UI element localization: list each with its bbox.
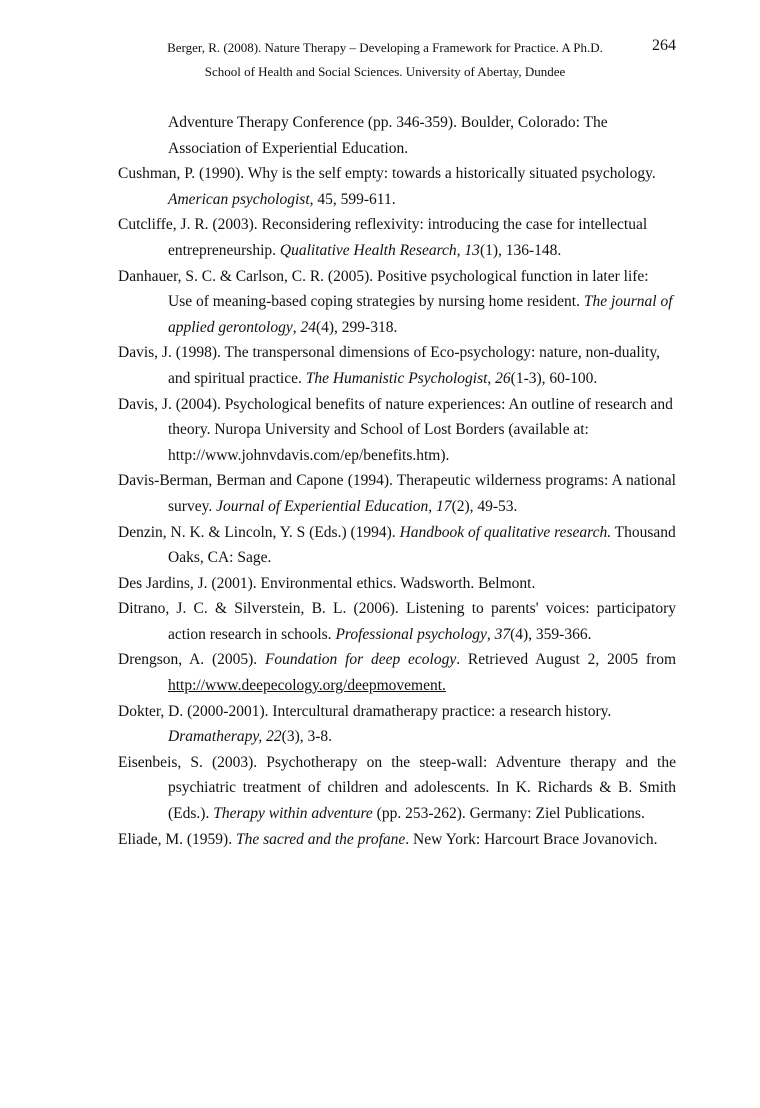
reference-text: Adventure Therapy Conference (pp. 346-359). Boulder, Colorado: The Association of Experiential Education. [168, 114, 608, 157]
reference-text: , [487, 369, 496, 387]
reference-entry [118, 110, 676, 161]
reference-text: (4), 359-366. [510, 625, 592, 643]
reference-text: Davis, J. (2004). Psychological benefits of nature experiences: An outline of research and theory. Nuropa University and School of Lost Borders (available at: http://www.johnvdavis.com/ep/benefits.htm). [118, 395, 673, 464]
reference-entry [118, 161, 676, 212]
reference-text: Therapy within adventure [213, 805, 373, 823]
reference-text: Drengson, A. (2005). [118, 651, 265, 669]
reference-text: Eliade, M. (1959). [118, 830, 236, 848]
reference-text: Journal of Experiential Education, 17 [216, 497, 452, 515]
reference-entry [118, 827, 676, 853]
reference-text: . Retrieved August 2, 2005 from [456, 651, 677, 669]
reference-text: Foundation for deep ecology [264, 651, 457, 669]
reference-entry [118, 264, 676, 341]
reference-text: Denzin, N. K. & Lincoln, Y. S (Eds.) (1994). [118, 523, 400, 541]
reference-text: , 45, 599-611. [309, 190, 396, 208]
page-number: 264 [652, 37, 676, 54]
reference-text: (1-3), 60-100. [510, 369, 598, 387]
reference-text: Cutcliffe, J. R. (2003). Reconsidering reflexivity: introducing the case for intellectual entrepreneurship. [118, 216, 648, 259]
reference-text: (3), 3-8. [281, 728, 333, 746]
reference-text: Dokter, D. (2000-2001). Intercultural dramatherapy practice: a research history. [118, 702, 612, 720]
reference-text: Ditrano, J. C. & Silverstein, B. L. (2006). Listening to parents' voices: participatory action research in schools. [118, 600, 676, 643]
reference-entry [118, 392, 676, 469]
reference-text: (4), 299-318. [315, 318, 398, 336]
reference-text: Handbook of qualitative research. [399, 523, 612, 541]
reference-entry [118, 212, 676, 263]
reference-entry [118, 699, 676, 750]
reference-text: 24 [300, 318, 316, 336]
reference-text: The Humanistic Psychologist [305, 369, 488, 387]
header-line-1: Berger, R. (2008). Nature Therapy – Developing a Framework for Practice. A Ph.D. [167, 40, 603, 55]
reference-entry [118, 647, 676, 698]
reference-entry [118, 520, 676, 571]
reference-text: , [486, 625, 495, 643]
reference-text: , [292, 318, 301, 336]
header-line-2: School of Health and Social Sciences. University of Abertay, Dundee [204, 64, 566, 79]
reference-entry [118, 596, 676, 647]
reference-text: (pp. 253-262). Germany: Ziel Publications. [372, 805, 645, 823]
reference-text: The sacred and the profane [235, 830, 406, 848]
reference-text: Qualitative Health Research, 13 [279, 241, 480, 259]
reference-text: The journal of applied gerontology [168, 293, 673, 336]
reference-entry [118, 340, 676, 391]
reference-entry [118, 571, 676, 597]
reference-text: Danhauer, S. C. & Carlson, C. R. (2005). Positive psychological function in later life: Use of meaning-based coping strategies by nursing home resident. [118, 267, 649, 311]
reference-text: Thousand Oaks, CA: Sage. [168, 523, 676, 567]
reference-link: http://www.deepecology.org/deepmovement. [168, 677, 446, 695]
reference-text: American psychologist [168, 190, 310, 208]
reference-text: 37 [494, 625, 511, 643]
reference-entry [118, 468, 676, 519]
reference-text: (1), 136-148. [479, 241, 562, 259]
reference-text: . New York: Harcourt Brace Jovanovich. [405, 830, 658, 848]
reference-text: Des Jardins, J. (2001). Environmental ethics. Wadsworth. Belmont. [118, 574, 536, 592]
reference-text: Davis, J. (1998). The transpersonal dimensions of Eco-psychology: nature, non-duality, and spiritual practice. [118, 344, 660, 387]
reference-text: Professional psychology [335, 625, 487, 643]
reference-text: Dramatherapy, 22 [168, 728, 282, 746]
reference-text: Davis-Berman, Berman and Capone (1994). Therapeutic wilderness programs: A national survey. [118, 472, 676, 515]
reference-entry [118, 750, 676, 827]
reference-list [118, 110, 676, 852]
reference-text: Cushman, P. (1990). Why is the self empty: towards a historically situated psychology. [118, 165, 656, 183]
reference-text: (2), 49-53. [451, 497, 518, 515]
reference-text: 26 [495, 369, 511, 387]
reference-text: Eisenbeis, S. (2003). Psychotherapy on the steep-wall: Adventure therapy and the psychiatric treatment of children and adolescents. In K. Richards & B. Smith (Eds.). [118, 753, 676, 823]
